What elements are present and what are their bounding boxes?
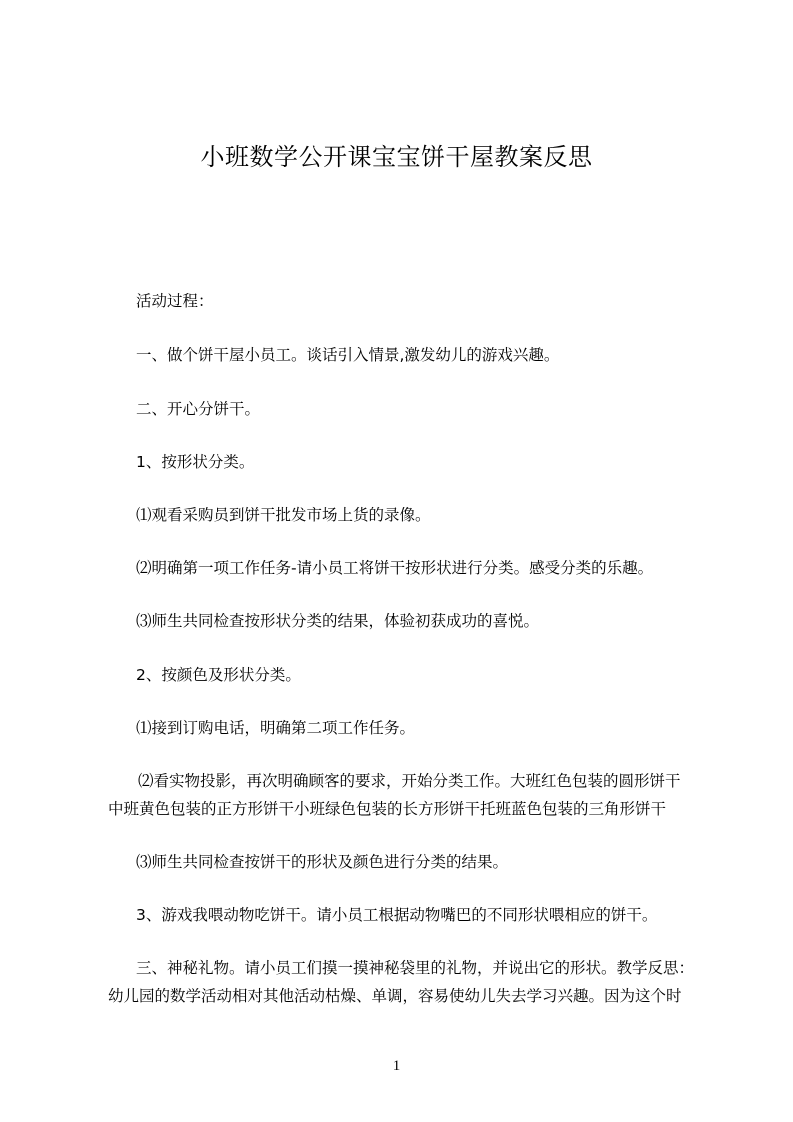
- page-number: 1: [392, 1058, 401, 1074]
- paragraph-shape-item-2: ⑵明确第一项工作任务-请小员工将饼干按形状进行分类。感受分类的乐趣。: [136, 559, 654, 577]
- paragraph-feeding-game: 3、游戏我喂动物吃饼干。请小员工根据动物嘴巴的不同形状喂相应的饼干。: [136, 906, 658, 924]
- paragraph-shape-item-1: ⑴观看采购员到饼干批发市场上货的录像。: [136, 506, 431, 524]
- paragraph-shape-item-3: ⑶师生共同检查按形状分类的结果，体验初获成功的喜悦。: [136, 612, 540, 630]
- paragraph-step-one: 一、做个饼干屋小员工。谈话引入情景,激发幼儿的游戏兴趣。: [136, 346, 560, 364]
- document-title: 小班数学公开课宝宝饼干屋教案反思: [200, 143, 593, 171]
- paragraph-step-three-line-1: 三、神秘礼物。请小员工们摸一摸神秘袋里的礼物，并说出它的形状。教学反思：: [136, 959, 695, 977]
- paragraph-sort-by-color-shape: 2、按颜色及形状分类。: [136, 666, 301, 684]
- paragraph-sort-by-shape: 1、按形状分类。: [136, 453, 255, 471]
- paragraph-color-item-3: ⑶师生共同检查按饼干的形状及颜色进行分类的结果。: [136, 853, 509, 871]
- paragraph-step-two: 二、开心分饼干。: [136, 400, 261, 418]
- paragraph-color-item-1: ⑴接到订购电话，明确第二项工作任务。: [136, 719, 416, 737]
- paragraph-color-item-2-line-1: ⑵看实物投影，再次明确顾客的要求，开始分类工作。大班红色包装的圆形饼干: [138, 772, 681, 790]
- paragraph-activity-process: 活动过程：: [136, 292, 214, 310]
- paragraph-step-three-line-2: 幼儿园的数学活动相对其他活动枯燥、单调，容易使幼儿失去学习兴趣。因为这个时: [108, 987, 682, 1005]
- paragraph-color-item-2-line-2: 中班黄色包装的正方形饼干小班绿色包装的长方形饼干托班蓝色包装的三角形饼干: [108, 800, 667, 818]
